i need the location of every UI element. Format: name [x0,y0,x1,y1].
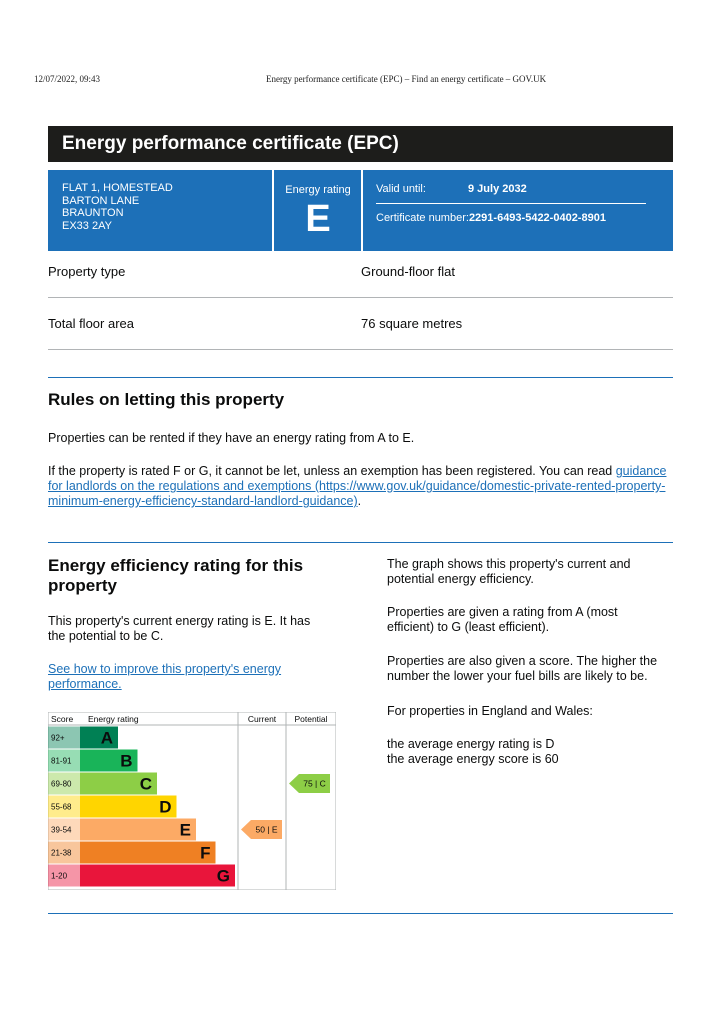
score-explanation [387,654,657,684]
rating-header: Energy rating [88,714,139,724]
score-header: Score [51,714,74,724]
address-line-1: FLAT 1, HOMESTEAD [62,182,173,194]
band-letter-g: G [216,866,230,886]
energy-rating-chart [48,712,336,890]
england-wales-text: For properties in England and Wales: [387,704,593,718]
rating-explanation-line-2: efficient) to G (least efficient). [387,620,550,634]
floor-area-value: 76 square metres [361,316,463,331]
efficiency-heading-line-2: property [48,576,117,595]
certificate-number-value: 2291-6493-5422-0402-8901 [468,212,606,224]
rating-explanation-line-1: Properties are given a rating from A (most [387,605,618,619]
improve-link-line-2[interactable]: performance. [48,677,122,691]
efficiency-heading [48,556,303,596]
print-page-title: Energy performance certificate (EPC) – Find an energy certificate – GOV.UK [266,74,547,84]
address-line-4: EX33 2AY [62,219,112,232]
energy-rating-value: E [305,198,331,240]
band-letter-a: A [100,728,113,748]
property-type-value: Ground-floor flat [361,264,455,279]
average-score-text: the average energy score is 60 [387,752,559,766]
divider [361,170,363,251]
rules-heading: Rules on letting this property [48,390,285,409]
current-rating-text-line-1: This property's current energy rating is E. It has [48,614,311,628]
band-bar-f [80,842,216,864]
score-label-e: 39-54 [51,825,72,835]
score-explanation-line-1: Properties are also given a score. The higher the [387,654,658,668]
divider [48,297,673,298]
band-letter-c: C [139,774,152,794]
divider [48,349,673,350]
score-label-c: 69-80 [51,779,72,789]
certificate-number-label: Certificate number: [376,212,469,224]
valid-until-date: 9 July 2032 [468,183,527,195]
band-letter-e: E [179,820,191,840]
valid-until-label: Valid until: [376,183,426,195]
score-label-g: 1-20 [51,871,68,881]
current-rating-text-line-2: the potential to be C. [48,629,164,643]
rules-paragraph-2 [48,464,673,509]
section-divider [48,377,673,378]
graph-explanation [387,557,630,587]
floor-area-row [48,316,673,331]
property-type-label: Property type [48,264,126,279]
rules-paragraph-2-end: . [357,494,362,508]
improve-performance-link[interactable] [48,662,281,692]
rules-paragraph-2-text: If the property is rated F or G, it cannot be let, unless an exemption has been registered. You can read [48,464,613,478]
property-type-row [48,264,673,279]
efficiency-heading-line-1: Energy efficiency rating for this [48,556,304,575]
print-date: 12/07/2022, 09:43 [34,74,101,84]
address-line-2: BARTON LANE [62,194,140,207]
landlord-guidance-link[interactable]: guidance for landlords on the regulations and exemptions (https://www.gov.uk/guidance/domestic-private-rented-property-minimum-energy-efficiency-standard-landlord-guidance) [48,464,667,508]
section-divider [48,542,673,543]
score-label-f: 21-38 [51,848,72,858]
score-label-d: 55-68 [51,802,72,812]
band-letter-d: D [159,797,172,817]
potential-rating-label: 75 | C [303,778,326,789]
score-label-a: 92+ [51,733,65,743]
epc-summary-block [48,170,673,251]
energy-rating-graph [48,712,336,890]
graph-explanation-line-2: potential energy efficiency. [387,572,534,586]
floor-area-label: Total floor area [48,316,134,331]
address-line-3: BRAUNTON [62,207,124,219]
current-header: Current [247,714,277,724]
divider [376,203,646,204]
graph-explanation-line-1: The graph shows this property's current and [387,557,631,571]
band-letter-b: B [120,751,133,771]
average-rating-text: the average energy rating is D [387,737,555,751]
energy-rating-label: Energy rating [285,184,351,196]
certificate-number [376,212,606,224]
band-letter-f: F [200,843,211,863]
current-rating-text [48,614,310,644]
score-explanation-line-2: number the lower your fuel bills are likely to be. [387,669,648,683]
band-bar-e [80,819,196,841]
section-divider [48,913,673,914]
improve-link-line-1[interactable]: See how to improve this property's energy [48,662,282,676]
page-title: Energy performance certificate (EPC) [48,126,673,162]
rating-explanation [387,605,618,635]
rules-paragraph-1: Properties can be rented if they have an energy rating from A to E. [48,431,415,445]
band-bar-g [80,865,235,887]
potential-header: Potential [294,714,328,724]
property-address [62,182,173,232]
score-label-b: 81-91 [51,756,72,766]
current-rating-label: 50 | E [255,824,278,835]
